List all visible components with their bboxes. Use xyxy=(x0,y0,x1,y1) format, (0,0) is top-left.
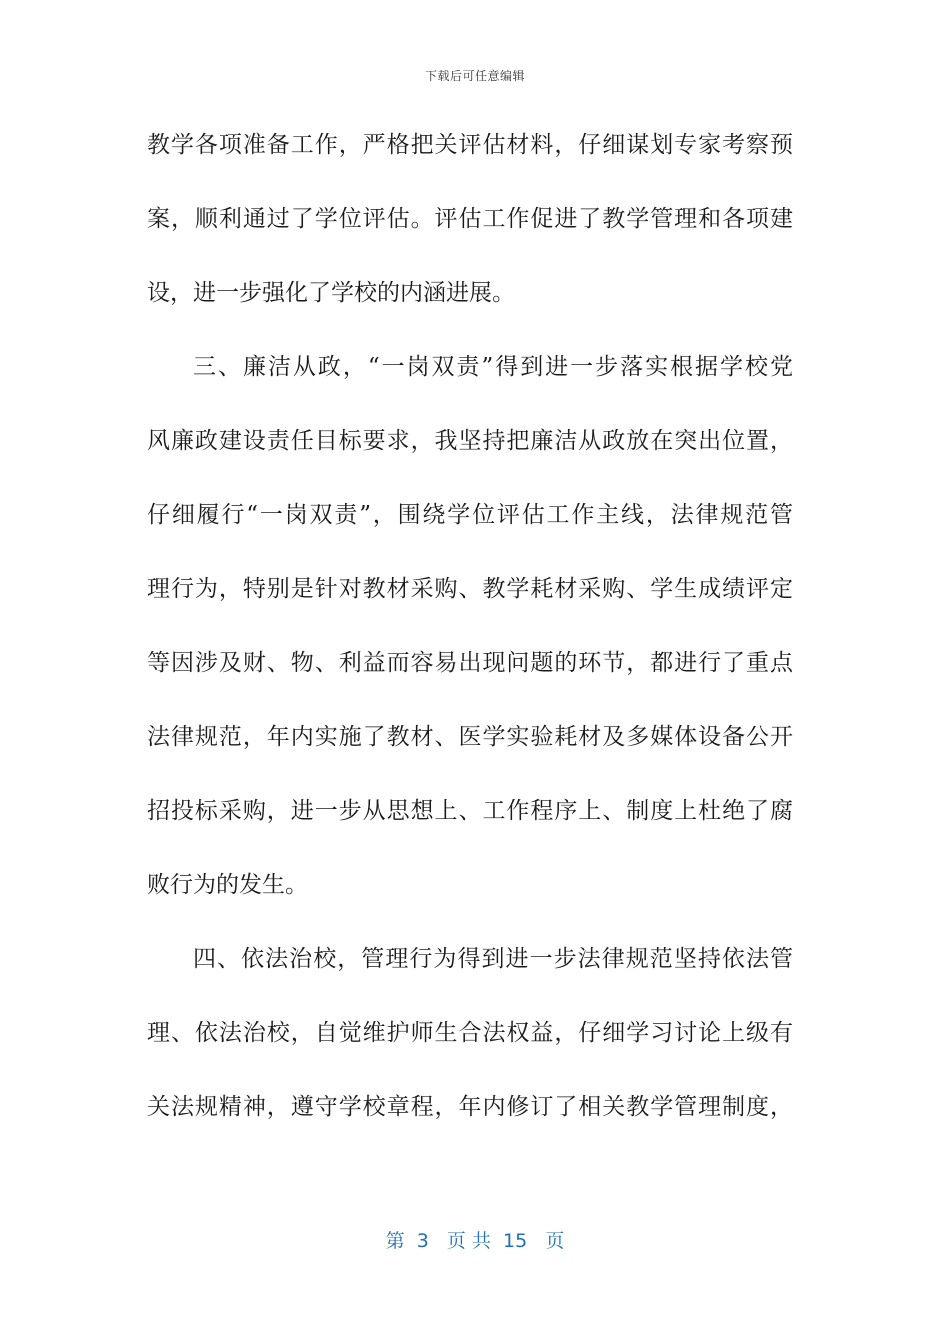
text-line: 仔细履行“一岗双责”，围绕学位评估工作主线，法律规范管 xyxy=(147,502,793,528)
text-line: 关法规精神，遵守学校章程，年内修订了相关教学管理制度， xyxy=(147,1094,793,1120)
text-line: 招投标采购，进一步从思想上、工作程序上、制度上杜绝了腐 xyxy=(147,798,793,824)
text-line: 理、依法治校，自觉维护师生合法权益，仔细学习讨论上级有 xyxy=(147,1020,793,1046)
text-line: 败行为的发生。 xyxy=(147,872,308,898)
text-line: 等因涉及财、物、利益而容易出现问题的环节，都进行了重点 xyxy=(147,650,793,676)
text-line: 三、廉洁从政，“一岗双责”得到进一步落实根据学校党 xyxy=(193,354,793,380)
document-body xyxy=(147,120,793,1156)
download-editable-note: 下载后可任意编辑 xyxy=(424,69,525,83)
paragraph-1 xyxy=(147,120,793,342)
text-line: 理行为，特别是针对教材采购、教学耗材采购、学生成绩评定 xyxy=(147,576,793,602)
text-line: 案，顺利通过了学位评估。评估工作促进了教学管理和各项建 xyxy=(147,206,793,232)
text-line: 风廉政建设责任目标要求，我坚持把廉洁从政放在突出位置， xyxy=(147,428,793,454)
text-line: 设，进一步强化了学校的内涵进展。 xyxy=(147,280,515,306)
paragraph-3 xyxy=(147,934,793,1156)
text-line: 教学各项准备工作，严格把关评估材料，仔细谋划专家考察预 xyxy=(147,132,793,158)
page-number-footer: 第 3 页 共 15 页 xyxy=(385,1230,565,1252)
paragraph-2 xyxy=(147,342,793,934)
text-line: 四、依法治校，管理行为得到进一步法律规范坚持依法管 xyxy=(193,946,793,972)
text-line: 法律规范，年内实施了教材、医学实验耗材及多媒体设备公开 xyxy=(147,724,793,750)
